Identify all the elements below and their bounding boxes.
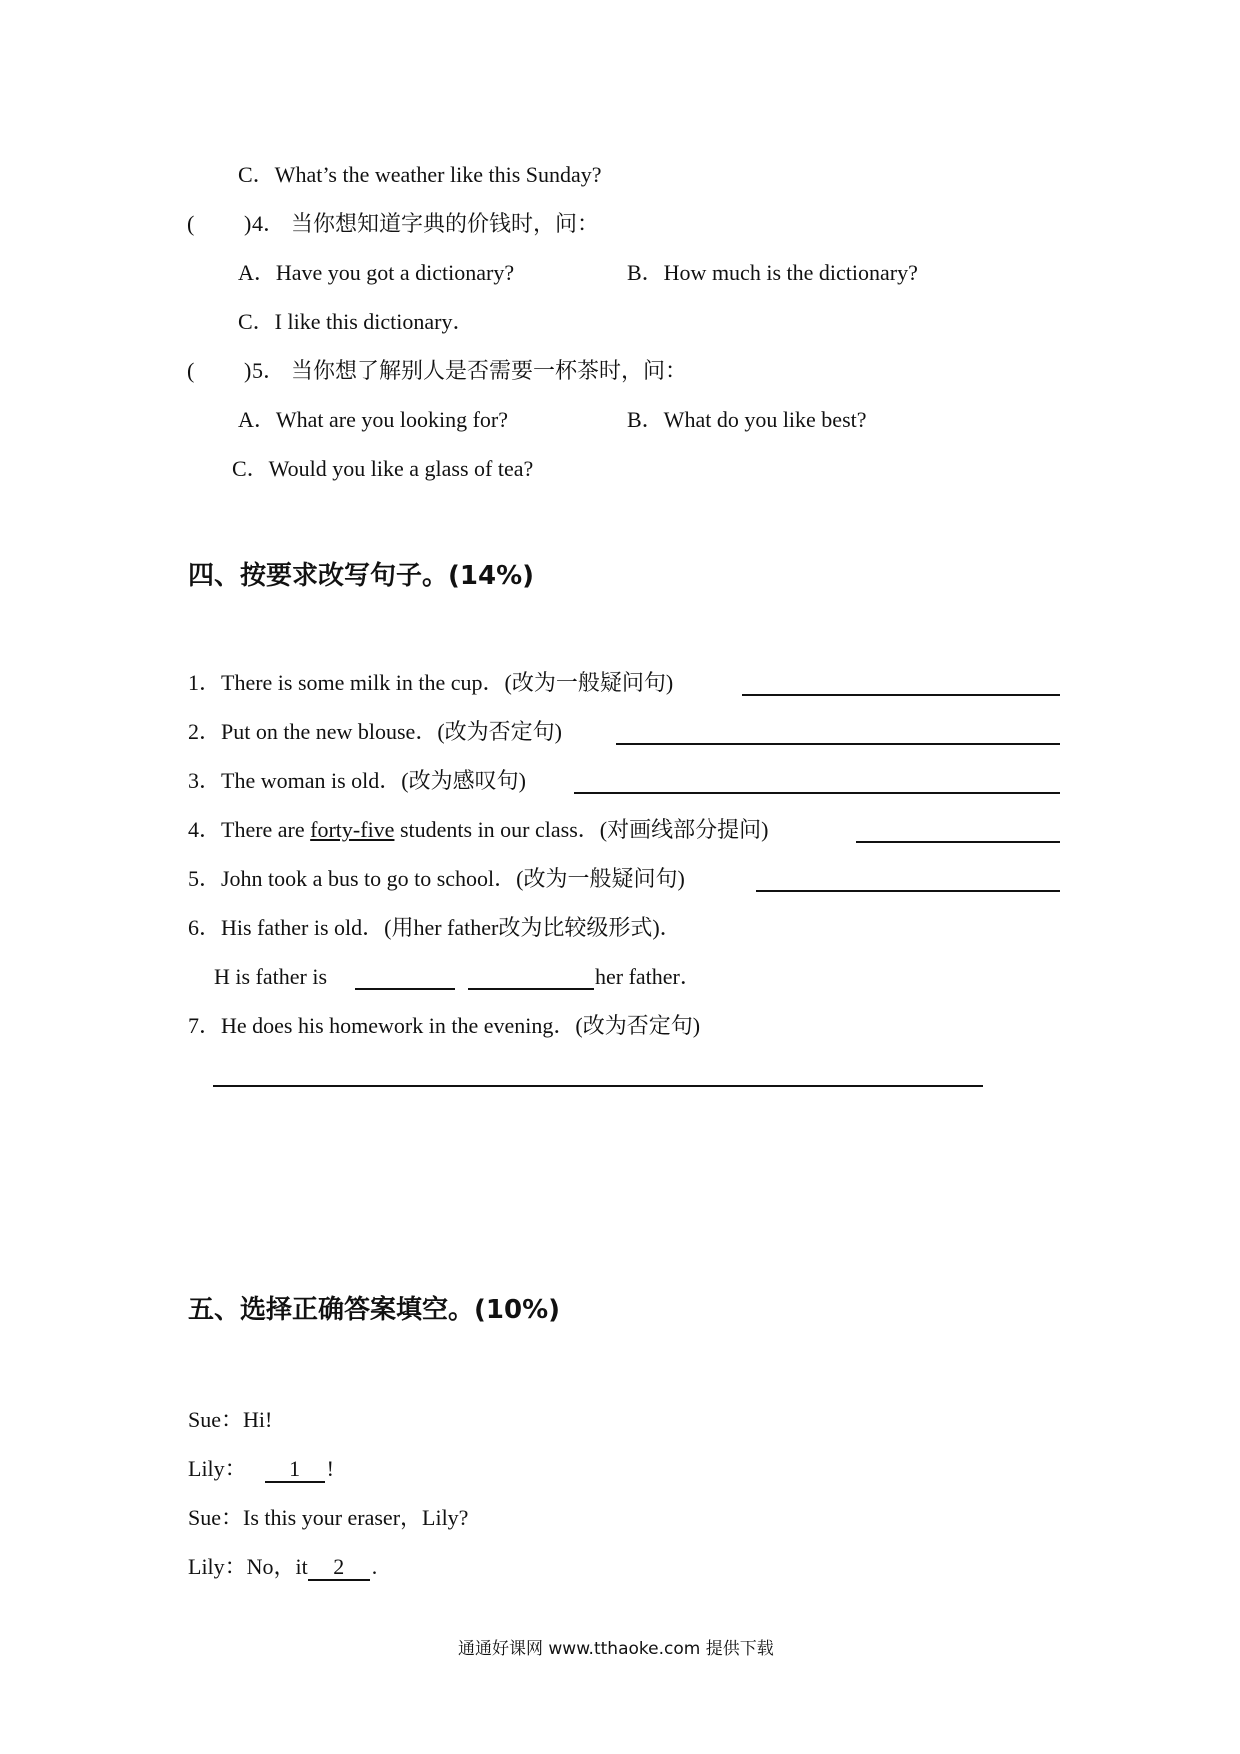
q4-option-b: B．How much is the dictionary?: [627, 260, 918, 285]
dialogue-speaker: Sue：: [188, 1407, 244, 1432]
q5-option-b: B．What do you like best?: [627, 407, 867, 432]
section5-title: 五、选择正确答案填空。(10%): [188, 1295, 560, 1325]
dialogue-speaker: Sue：: [188, 1505, 244, 1530]
q5-option-a: A．What are you looking for?: [238, 407, 509, 432]
s4-item-4: [188, 815, 768, 845]
s4-item-5-answer-line[interactable]: [756, 890, 1060, 892]
q4-option-a: A．Have you got a dictionary?: [238, 260, 515, 285]
s4-item-5: 5．John took a bus to go to school．(改为一般疑问句): [188, 866, 685, 891]
s4-item-7-answer-line[interactable]: [213, 1085, 983, 1087]
s4-item-6-blank-1[interactable]: [355, 988, 455, 990]
s4-item-6: 6．His father is old．(用her father改为比较级形式)．: [188, 915, 682, 940]
dialogue-line-4: [188, 1552, 377, 1582]
section4-title: 四、按要求改写句子。(14%): [188, 561, 534, 591]
dialogue-after: !: [326, 1456, 334, 1481]
q5-answer-paren-open[interactable]: (: [187, 358, 195, 383]
dialogue-line-3: [188, 1503, 468, 1533]
dialogue-line-1: [188, 1405, 272, 1435]
s4-item-1: 1．There is some milk in the cup．(改为一般疑问句): [188, 670, 674, 695]
dialogue-text: Hi!: [243, 1407, 273, 1432]
s4-item-2: 2．Put on the new blouse．(改为否定句): [188, 719, 562, 744]
page-footer: 通通好课网 www.tthaoke.com 提供下载: [458, 1639, 774, 1659]
q4-option-c: C．I like this dictionary．: [238, 309, 475, 334]
q5-number: 5．: [252, 358, 286, 383]
s4-item-6-answer-start: H is father is: [214, 964, 328, 989]
dialogue-speaker: Lily：: [188, 1554, 247, 1579]
q5-option-c: C．Would you like a glass of tea?: [232, 456, 534, 481]
s4-item-7: 7．He does his homework in the evening．(改为否定句): [188, 1013, 701, 1038]
q3-option-c: C．What’s the weather like this Sunday?: [238, 162, 602, 187]
dialogue-after: .: [371, 1554, 378, 1579]
s4-item-4-tail: students in our class．(对画线部分提问): [394, 817, 769, 842]
q4-prompt: 当你想知道字典的价钱时，问：: [291, 211, 600, 236]
s4-item-3: 3．The woman is old．(改为感叹句): [188, 768, 526, 793]
s4-item-3-answer-line[interactable]: [574, 792, 1060, 794]
dialogue-blank-1[interactable]: 1: [265, 1457, 325, 1483]
dialogue-line-2: [188, 1454, 334, 1484]
s4-item-4-underlined: forty-five: [310, 817, 395, 842]
q4-number: 4．: [252, 211, 286, 236]
dialogue-text: No，it: [246, 1554, 308, 1579]
s4-item-2-answer-line[interactable]: [616, 743, 1060, 745]
s4-item-4-lead: 4．There are: [188, 817, 311, 842]
s4-item-6-blank-2[interactable]: [468, 988, 594, 990]
dialogue-blank-2[interactable]: 2: [308, 1555, 370, 1581]
s4-item-6-answer-end: her father．: [595, 964, 702, 989]
dialogue-speaker: Lily：: [188, 1456, 247, 1481]
q5-prompt: 当你想了解别人是否需要一杯茶时，问：: [291, 358, 688, 383]
q4-answer-paren-close[interactable]: ): [244, 211, 252, 236]
s4-item-1-answer-line[interactable]: [742, 694, 1060, 696]
q5-answer-paren-close[interactable]: ): [244, 358, 252, 383]
dialogue-text: Is this your eraser，Lily?: [243, 1505, 469, 1530]
q4-answer-paren-open[interactable]: (: [187, 211, 195, 236]
s4-item-4-answer-line[interactable]: [856, 841, 1060, 843]
